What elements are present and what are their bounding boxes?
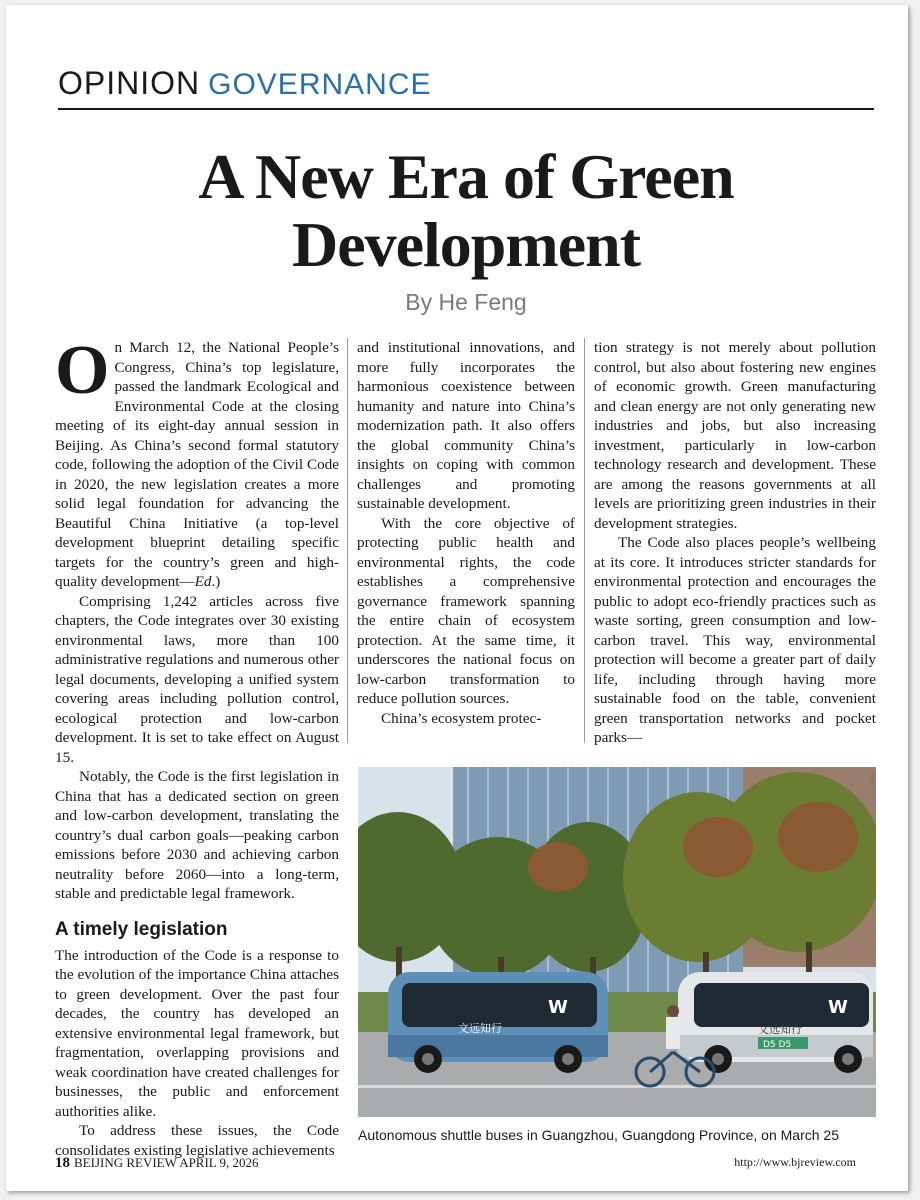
paragraph: With the core objective of protecting public health and environmental rights, the code establishes a comprehensive governance framework spanning the entire chain of ecosystem protection. At the same time, it underscores the national focus on low-carbon transformation to reduce pollution sources. [357, 514, 575, 707]
text-column-1 [55, 332, 339, 1160]
paragraph: tion strategy is not merely about pollution control, but also about fostering new engines of economic growth. Green manufacturing and clean energy are not only generating new industries and jobs, but also increasing investment, particularly in low-carbon technology research and development. These are among the reasons governments at all levels are prioritizing green industries in their development strategies. [594, 339, 876, 532]
svg-text:W: W [548, 997, 568, 1018]
column-divider [347, 338, 348, 743]
svg-text:W: W [828, 997, 848, 1018]
magazine-page [6, 5, 908, 1191]
article-photo [358, 767, 876, 1117]
paragraph: The introduction of the Code is a response to the evolution of the importance China attaches to green development. Over the past four decades, the country has developed an extensive environmental legal framework, but fragmentation, overlapping provisions and weak coordination have created challenges for businesses, the public and enforcement authorities alike. [55, 946, 339, 1120]
paragraph: To address these issues, the Code consolidates existing legislative achievements [55, 1122, 339, 1159]
bus-destination: D5 D5 [763, 1040, 792, 1050]
text-column-2 [357, 338, 575, 728]
bus-lettering: 文远知行 [458, 1022, 502, 1035]
paragraph: On March 12, the National People’s Congress, China’s top legislature, passed the landmark Ecological and Environmental Code at the closing meeting of its eight-day annual session in Beijing. As China’s second formal statutory code, following the adoption of the Civil Code in 2020, the new legislation creates a more solid legal foundation for advancing the Beautiful China Initiative (a top-level development blueprint detailing specific targets for the country’s green and high-quality development—Ed.) [55, 332, 339, 590]
page-number: 18 [55, 1155, 70, 1171]
svg-text:文远知行: 文远知行 [758, 1023, 802, 1036]
website-link[interactable]: http://www.bjreview.com [734, 1155, 856, 1169]
shuttle-bus-photo [358, 767, 876, 1117]
section-label: OPINION [58, 65, 201, 101]
header-rule [58, 108, 874, 110]
subheading: A timely legislation [55, 918, 228, 940]
page-footer-left [55, 1155, 259, 1172]
text-column-3 [594, 338, 876, 748]
subsection-label: GOVERNANCE [208, 68, 432, 101]
paragraph: China’s ecosystem protec- [381, 709, 542, 727]
paragraph: Comprising 1,242 articles across five chapters, the Code integrates over 30 existing environmental laws, more than 100 administrative regulations and numerous other legal documents, developing a unified system covering areas including pollution control, ecological protection and low-carbon development. It is set to take effect on August 15. [55, 592, 339, 766]
photo-credit: XINHUA [869, 773, 876, 800]
byline: By He Feng [405, 289, 527, 315]
publication-info: BEIJING REVIEW APRIL 9, 2026 [74, 1155, 259, 1170]
photo-caption: Autonomous shuttle buses in Guangzhou, Guangdong Province, on March 25 [358, 1127, 839, 1143]
drop-cap: O [55, 332, 110, 409]
article-title: A New Era of Green Development [198, 141, 734, 280]
paragraph: Notably, the Code is the first legislation in China that has a dedicated section on green and low-carbon development, translating the country’s dual carbon goals—peaking carbon emissions before 2030 and achieving carbon neutrality before 2060—into a long-term, stable and predictable legal framework. [55, 768, 339, 902]
paragraph: The Code also places people’s wellbeing at its core. It introduces stricter standards for environmental protection and encourages the public to adopt eco-friendly practices such as waste sorting, green consumption and low-carbon travel. This way, environmental protection will become a greater part of daily life, including through having more sustainable food on the table, convenient green transportation networks and pocket parks— [594, 534, 876, 746]
section-header [58, 63, 432, 105]
paragraph: and institutional innovations, and more fully incorporates the harmonious coexistence between humanity and nature into China’s modernization path. It also offers the global community China’s insights on coping with common challenges and promoting sustainable development. [357, 339, 575, 512]
column-divider [584, 338, 585, 743]
